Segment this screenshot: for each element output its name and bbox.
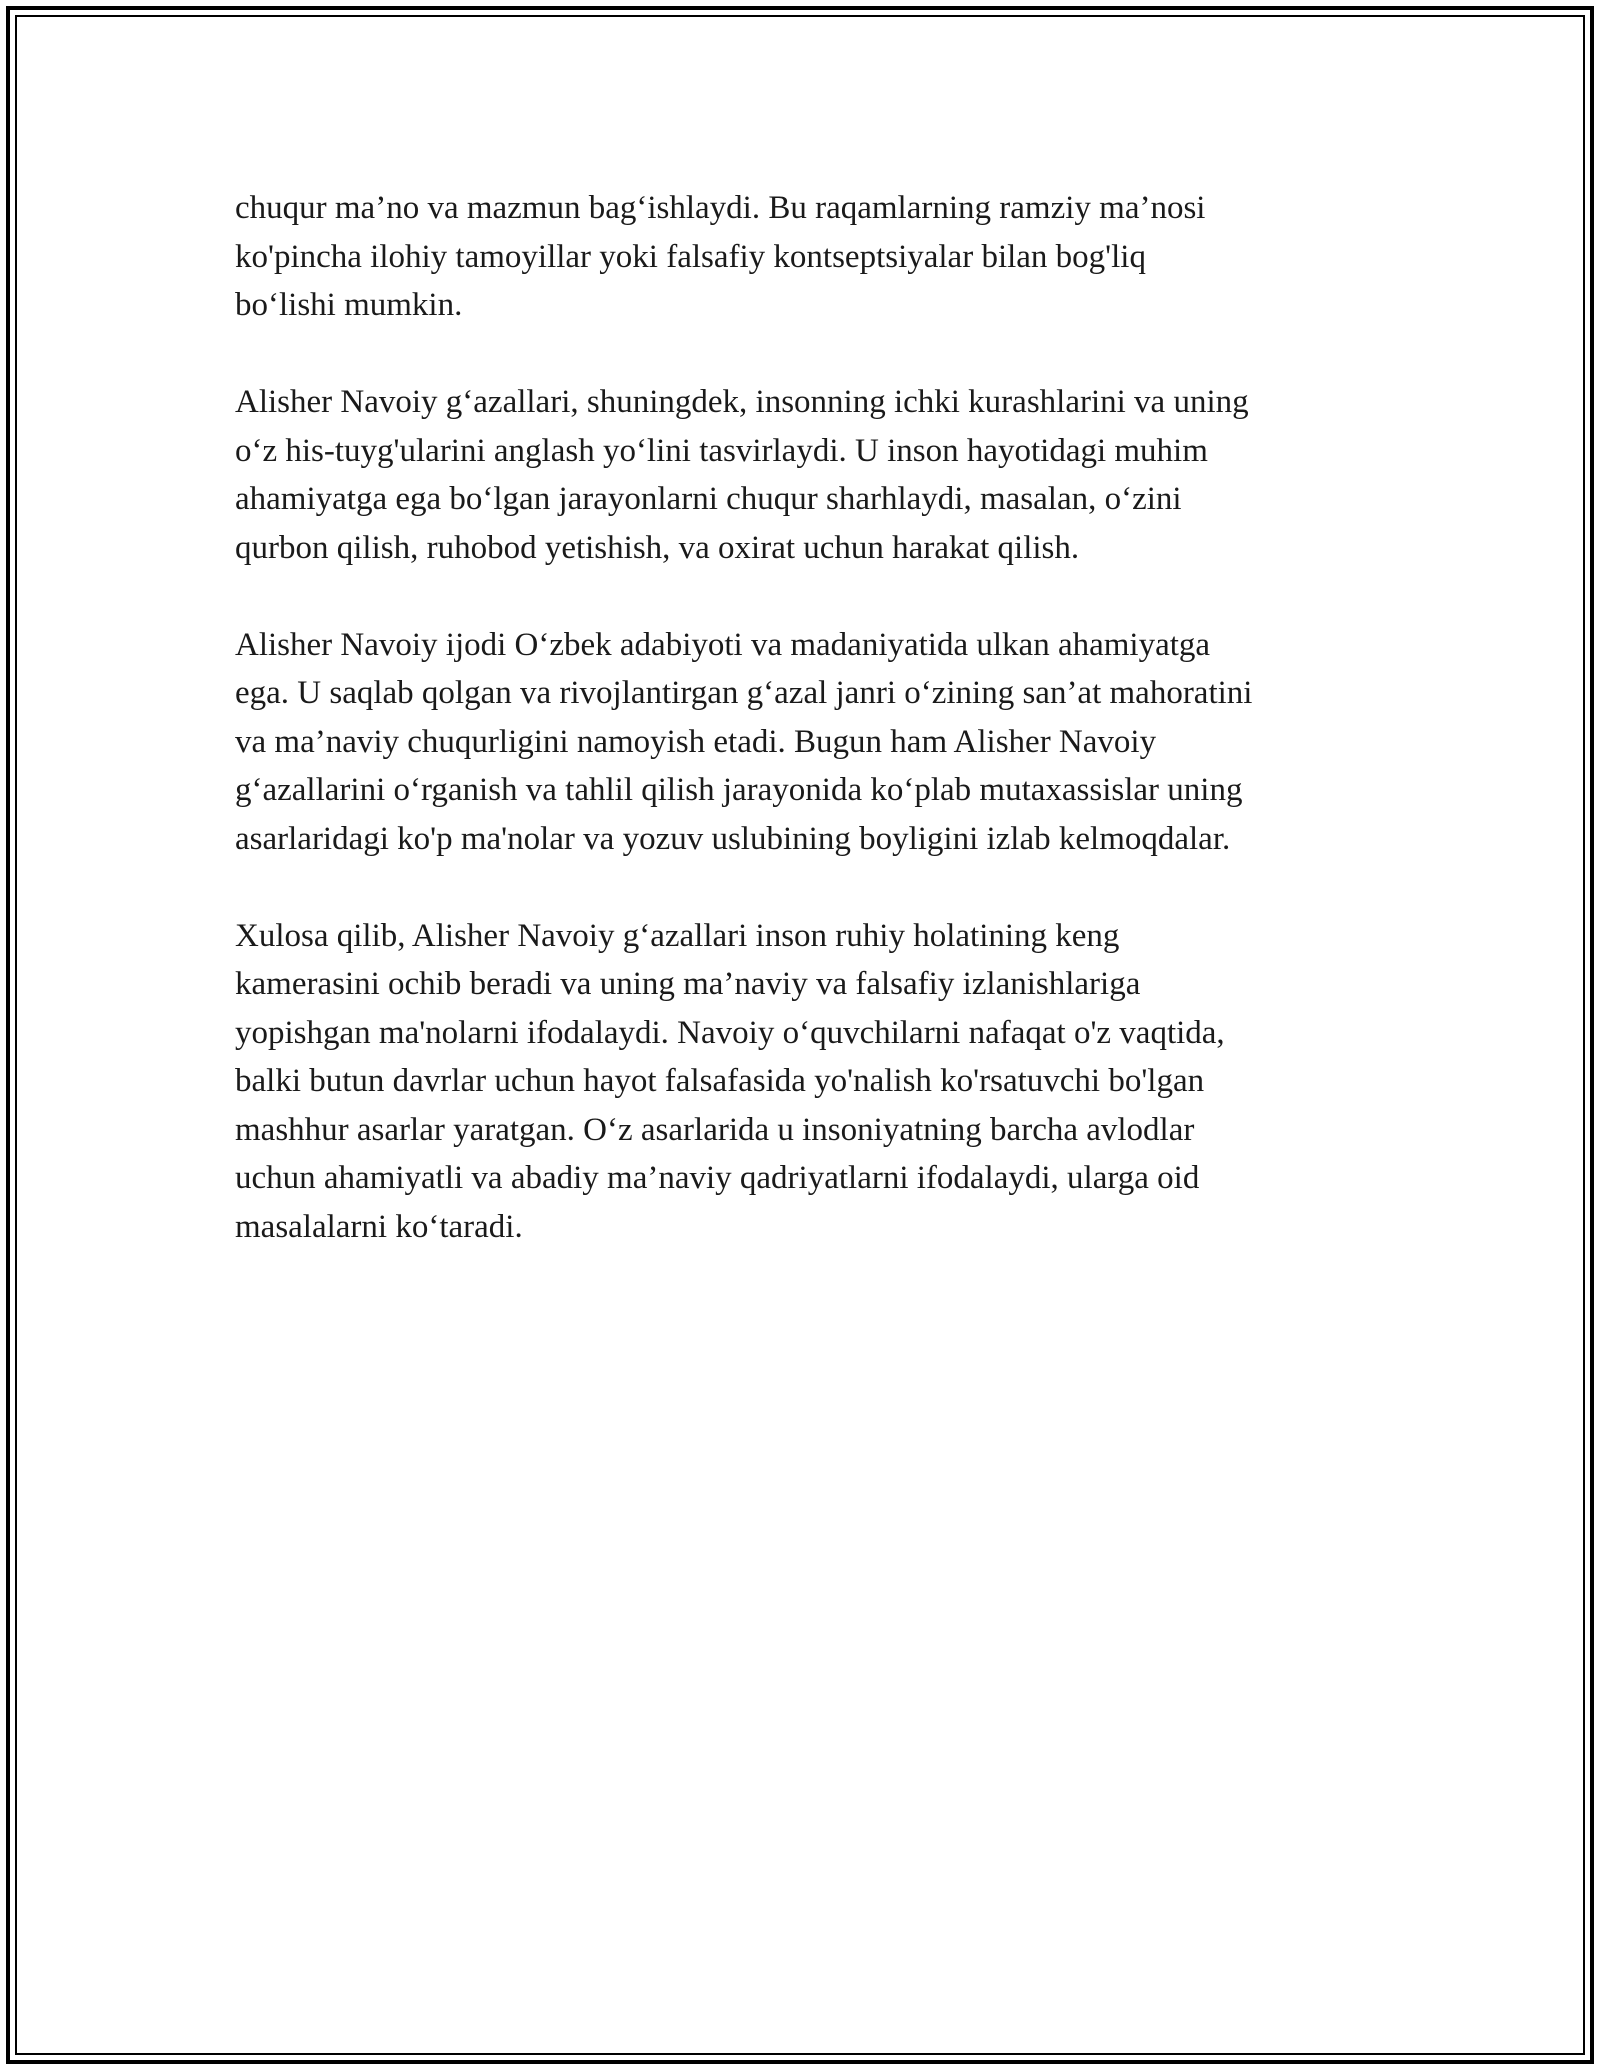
text-line: ko'pincha ilohiy tamoyillar yoki falsafiy kontseptsiyalar bilan bog'liq — [235, 238, 1146, 275]
text-line: chuqur ma’no va mazmun bag‘ishlaydi. Bu raqamlarning ramziy ma’nosi — [235, 190, 1206, 226]
text-line: asarlaridagi ko'p ma'nolar va yozuv uslubining boyligini izlab kelmoqdalar. — [235, 820, 1231, 857]
text-line: Xulosa qilib, Alisher Navoiy g‘azallari inson ruhiy holatining keng — [235, 917, 1120, 954]
paragraph-2 — [235, 378, 1395, 572]
text-line: o‘z his-tuyg'ularini anglash yo‘lini tasvirlaydi. U inson hayotidagi muhim — [235, 432, 1208, 469]
text-line: uchun ahamiyatli va abadiy ma’naviy qadriyatlarni ifodalaydi, ularga oid — [235, 1160, 1200, 1196]
text-line: mashhur asarlar yaratgan. O‘z asarlarida u insoniyatning barcha avlodlar — [235, 1111, 1195, 1148]
text-line: bo‘lishi mumkin. — [235, 287, 463, 323]
text-line: va ma’naviy chuqurligini namoyish etadi. Bugun ham Alisher Navoiy — [235, 723, 1157, 760]
paragraph-1 — [235, 184, 1395, 330]
text-line: g‘azallarini o‘rganish va tahlil qilish jarayonida ko‘plab mutaxassislar uning — [235, 772, 1243, 808]
paragraph-3 — [235, 621, 1395, 864]
text-line: balki butun davrlar uchun hayot falsafasida yo'nalish ko'rsatuvchi bo'lgan — [235, 1063, 1205, 1099]
text-line: Alisher Navoiy ijodi O‘zbek adabiyoti va madaniyatida ulkan ahamiyatga — [235, 626, 1211, 663]
text-line: ega. U saqlab qolgan va rivojlantirgan g‘azal janri o‘zining san’at mahoratini — [235, 675, 1253, 711]
paragraph-4 — [235, 912, 1395, 1252]
text-line: kamerasini ochib beradi va uning ma’naviy va falsafiy izlanishlariga — [235, 966, 1141, 1002]
document-body — [235, 184, 1395, 1300]
text-line: yopishgan ma'nolarni ifodalaydi. Navoiy o‘quvchilarni nafaqat o'z vaqtida, — [235, 1014, 1225, 1051]
text-line: ahamiyatga ega bo‘lgan jarayonlarni chuqur sharhlaydi, masalan, o‘zini — [235, 481, 1182, 517]
text-line: qurbon qilish, ruhobod yetishish, va oxirat uchun harakat qilish. — [235, 529, 1080, 566]
text-line: Alisher Navoiy g‘azallari, shuningdek, insonning ichki kurashlarini va uning — [235, 384, 1249, 420]
text-line: masalalarni ko‘taradi. — [235, 1208, 523, 1245]
